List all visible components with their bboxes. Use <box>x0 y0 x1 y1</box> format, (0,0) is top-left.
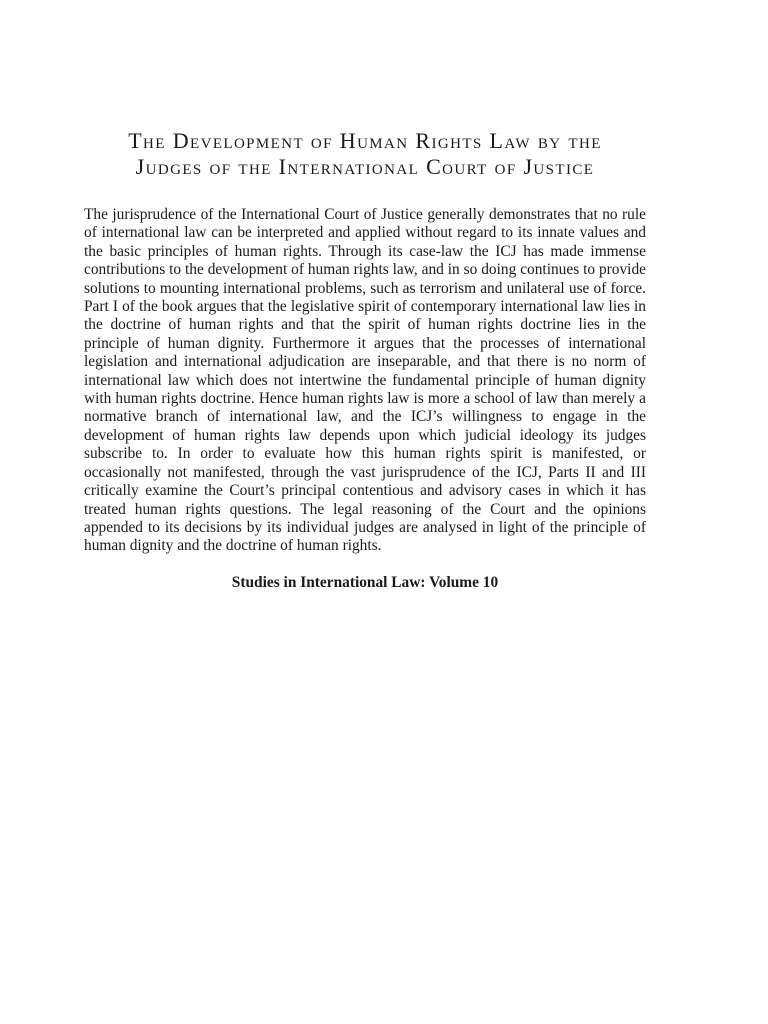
book-title-line-2: Judges of the International Court of Justice <box>135 154 595 179</box>
book-title-line-1: The Development of Human Rights Law by the <box>128 128 602 153</box>
book-blurb-page <box>84 128 646 592</box>
book-title <box>84 128 646 180</box>
book-abstract: The jurisprudence of the International Court of Justice generally demonstrates that no rule of international law can be interpreted and applied without regard to its innate values and the basic principles of human rights. Through its case-law the ICJ has made immense contributions to the development of human rights law, and in so doing continues to provide solutions to mounting international problems, such as terrorism and unilateral use of force. Part I of the book argues that the legislative spirit of contemporary international law lies in the doctrine of human rights and that the spirit of human rights doctrine lies in the principle of human dignity. Furthermore it argues that the processes of international legislation and international adjudication are inseparable, and that there is no norm of international law which does not intertwine the fundamental principle of human dignity with human rights doctrine. Hence human rights law is more a school of law than merely a normative branch of international law, and the ICJ’s willingness to engage in the development of human rights law depends upon which judicial ideology its judges subscribe to. In order to evaluate how this human rights spirit is manifested, or occasionally not manifested, through the vast jurisprudence of the ICJ, Parts II and III critically examine the Court’s principal contentious and advisory cases in which it has treated human rights questions. The legal reasoning of the Court and the opinions appended to its decisions by its individual judges are analysed in light of the principle of human dignity and the doctrine of human rights. <box>84 206 646 555</box>
series-volume: Studies in International Law: Volume 10 <box>231 573 499 591</box>
